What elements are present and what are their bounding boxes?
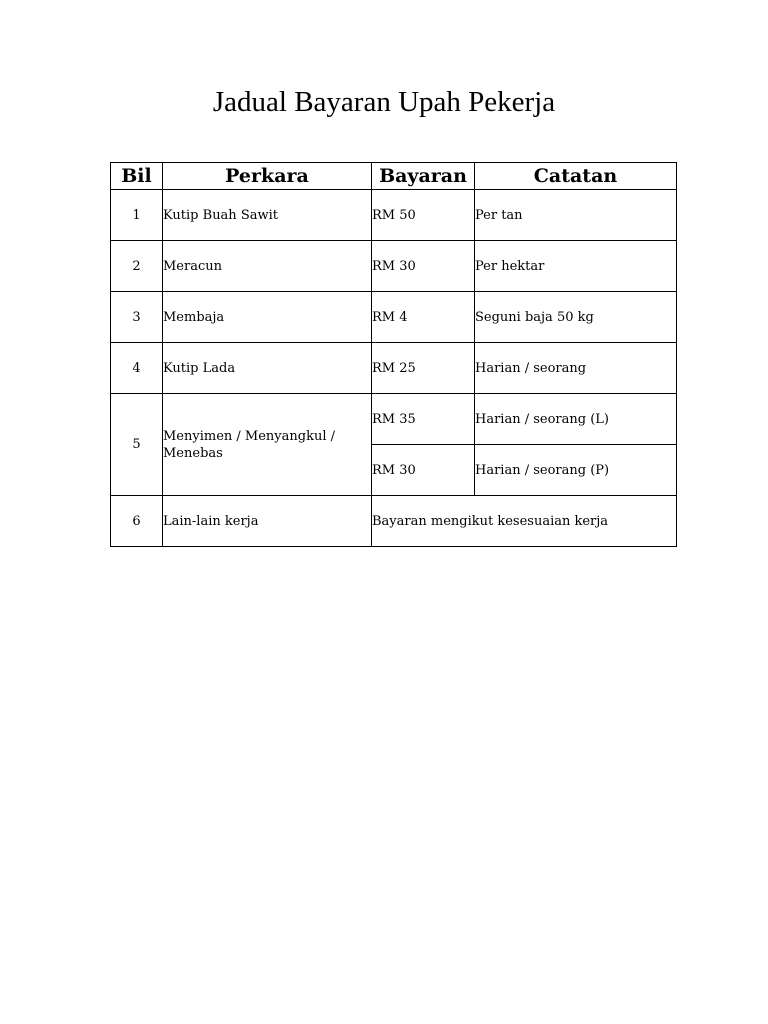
cell-bil: 6 (111, 496, 163, 547)
cell-bil: 2 (111, 241, 163, 292)
cell-catatan: Harian / seorang (L) (475, 394, 677, 445)
page-title: Jadual Bayaran Upah Pekerja (212, 86, 556, 118)
cell-catatan: Harian / seorang (P) (475, 445, 677, 496)
cell-bayaran: RM 4 (372, 292, 475, 343)
table-row (111, 394, 677, 445)
cell-catatan: Seguni baja 50 kg (475, 292, 677, 343)
table-header-row (111, 163, 677, 190)
table-row (111, 343, 677, 394)
header-perkara: Perkara (163, 163, 372, 190)
cell-catatan: Per hektar (475, 241, 677, 292)
cell-perkara: Lain-lain kerja (163, 496, 372, 547)
header-catatan: Catatan (475, 163, 677, 190)
cell-perkara: Membaja (163, 292, 372, 343)
cell-perkara: Kutip Lada (163, 343, 372, 394)
cell-bil: 4 (111, 343, 163, 394)
cell-perkara: Meracun (163, 241, 372, 292)
table-row (111, 241, 677, 292)
cell-perkara: Menyimen / Menyangkul / Menebas (163, 394, 372, 496)
cell-catatan: Harian / seorang (475, 343, 677, 394)
table-row (111, 292, 677, 343)
cell-bil: 1 (111, 190, 163, 241)
table-row (111, 190, 677, 241)
cell-bayaran: RM 50 (372, 190, 475, 241)
table-row (111, 496, 677, 547)
cell-perkara: Kutip Buah Sawit (163, 190, 372, 241)
cell-bayaran: RM 30 (372, 445, 475, 496)
wage-table (110, 162, 677, 547)
cell-bayaran: RM 30 (372, 241, 475, 292)
cell-bil: 3 (111, 292, 163, 343)
cell-bayaran: RM 35 (372, 394, 475, 445)
header-bil: Bil (111, 163, 163, 190)
cell-bayaran: RM 25 (372, 343, 475, 394)
cell-bil: 5 (111, 394, 163, 496)
header-bayaran: Bayaran (372, 163, 475, 190)
cell-bayaran-catatan: Bayaran mengikut kesesuaian kerja (372, 496, 677, 547)
cell-catatan: Per tan (475, 190, 677, 241)
